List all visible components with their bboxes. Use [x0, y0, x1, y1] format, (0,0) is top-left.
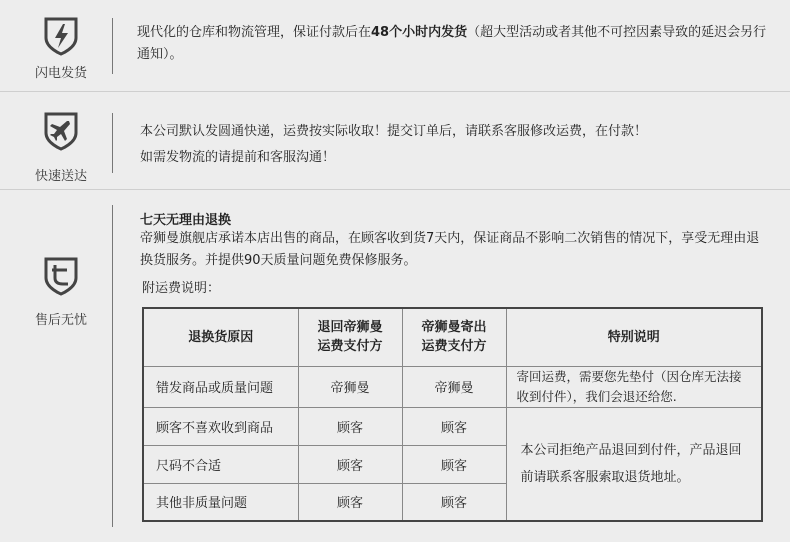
header-send-payer: 帝狮曼寄出 运费支付方: [402, 308, 506, 366]
shipping-fee-table: [142, 307, 763, 522]
table-row: 顾客不喜欢收到商品 顾客 顾客 本公司拒绝产品退回到付件，产品退回前请联系客服索取退货地址。: [143, 407, 762, 445]
table-row: 错发商品或质量问题 帝狮曼 帝狮曼 寄回运费，需要您先垫付（因仓库无法接收到付件），我们会退还给您.: [143, 366, 762, 407]
return-policy-body: 帝狮曼旗舰店承诺本店出售的商品，在顾客收到货7天内，保证商品不影响二次销售的情况下，享受无理由退换货服务。并提供90天质量问题免费保修服务。: [140, 231, 760, 268]
header-special: 特别说明: [506, 308, 762, 366]
section-label: 售后无忧: [34, 313, 87, 328]
delivery-description: 本公司默认发圆通快递，运费按实际收取！提交订单后，请联系客服修改运费，在付款！ 如需发物流的请提前和客服沟通！: [140, 124, 648, 165]
table-row: 其他非质量问题 顾客 顾客: [143, 483, 762, 521]
section-label: 闪电发货: [34, 66, 87, 81]
section-label: 快速送达: [34, 169, 87, 184]
special-note: 本公司拒绝产品退回到付件，产品退回前请联系客服索取退货地址。: [506, 407, 762, 521]
after-sales-section: [0, 191, 790, 542]
shipping-speed-section: [0, 0, 790, 92]
shipping-fee-note: 附运费说明：: [142, 281, 221, 296]
shipping-description: 现代化的仓库和物流管理，保证付款后在48个小时内发货（超大型活动或者其他不可控因素导致的延迟会另行通知）。: [137, 25, 767, 62]
fast-delivery-section: [0, 93, 790, 190]
header-reason: 退换货原因: [143, 308, 298, 366]
table-row: 尺码不合适 顾客 顾客: [143, 445, 762, 483]
airplane-shield-icon: [43, 111, 79, 151]
lightning-shield-icon: [43, 16, 79, 56]
divider: [112, 18, 113, 74]
divider: [112, 113, 113, 173]
table-header-row: [143, 308, 762, 366]
divider: [112, 205, 113, 527]
return-policy-title: 七天无理由退换: [140, 213, 232, 228]
header-return-payer: 退回帝狮曼 运费支付方: [298, 308, 402, 366]
brand-shield-icon: [43, 256, 79, 296]
